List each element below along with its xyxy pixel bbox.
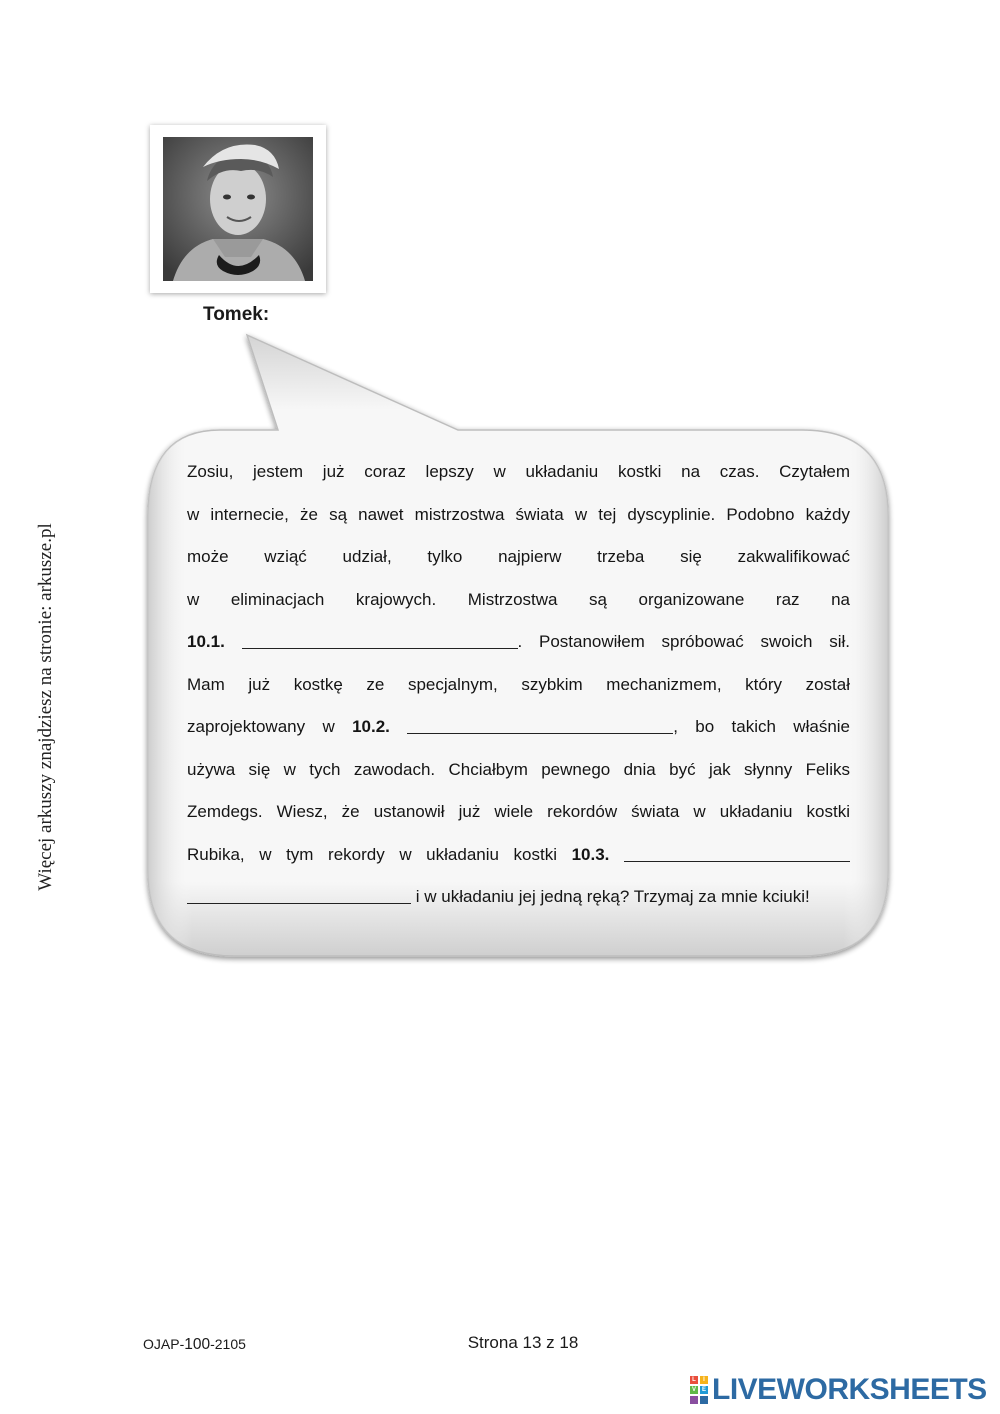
bubble-text (187, 451, 850, 919)
text-line-3: może wziąć udział, tylko najpierw trzeba się zakwalifikować (187, 547, 850, 566)
gap-10-1-number: 10.1. (187, 632, 225, 651)
gap-10-1-blank[interactable] (242, 630, 518, 649)
text-line-9: Zemdegs. Wiesz, że ustanowił już wiele rekordów świata w układaniu kostki (187, 802, 850, 821)
exam-code-number: 100 (184, 1336, 211, 1353)
logo-tile-l: L (690, 1376, 698, 1384)
gap-10-2-number: 10.2. (352, 717, 390, 736)
logo-tile-v: V (691, 1387, 696, 1393)
text-line-11 (187, 876, 850, 919)
logo-tile-blank-2 (700, 1396, 708, 1404)
logo-tile-e: E (701, 1387, 706, 1393)
text-line-4: w eliminacjach krajowych. Mistrzostwa są organizowane raz na (187, 589, 850, 609)
logo-tile-blank-1 (690, 1396, 698, 1404)
exam-code-suffix: -2105 (210, 1336, 246, 1352)
text-line-2: w internecie, że są nawet mistrzostwa świata w tej dyscyplinie. Podobno każdy (187, 504, 850, 524)
text-line-8: używa się w tych zawodach. Chciałbym pewnego dnia być jak słynny Feliks (187, 759, 850, 779)
text-line-1: Zosiu, jestem już coraz lepszy w układaniu kostki na czas. Czytałem (187, 462, 850, 481)
gap-10-3-number: 10.3. (571, 844, 610, 864)
speaker-name: Tomek: (203, 304, 270, 325)
text-line-6: Mam już kostkę ze specjalnym, szybkim mechanizmem, który został (187, 674, 850, 694)
liveworksheets-logo[interactable] (690, 1372, 987, 1408)
exam-code-prefix: OJAP- (143, 1336, 185, 1352)
text-line-7-pre: zaprojektowany w (187, 717, 335, 736)
gap-10-2-blank[interactable] (407, 715, 673, 734)
text-line-10-pre: Rubika, w tym rekordy w układaniu kostki (187, 844, 557, 864)
liveworksheets-icon (690, 1376, 708, 1404)
liveworksheets-wordmark: LIVEWORKSHEETS (712, 1373, 987, 1406)
text-line-11-rest: i w układaniu jej jedną ręką? Trzymaj za mnie kciuki! (415, 887, 810, 906)
text-line-5 (187, 621, 850, 664)
gap-10-3-blank-part1[interactable] (624, 843, 850, 862)
text-line-5-rest: . Postanowiłem spróbować swoich sił. (517, 632, 850, 651)
text-line-10 (187, 834, 850, 877)
gap-10-3-blank-part2[interactable] (187, 885, 411, 904)
side-note-text: Więcej arkuszy znajdziesz na stronie: arkusze.pl (35, 523, 56, 891)
logo-tile-i: I (700, 1376, 708, 1384)
text-line-7 (187, 706, 850, 749)
page-number: Strona 13 z 18 (467, 1333, 579, 1352)
text-line-7-rest: , bo takich właśnie (673, 717, 850, 736)
